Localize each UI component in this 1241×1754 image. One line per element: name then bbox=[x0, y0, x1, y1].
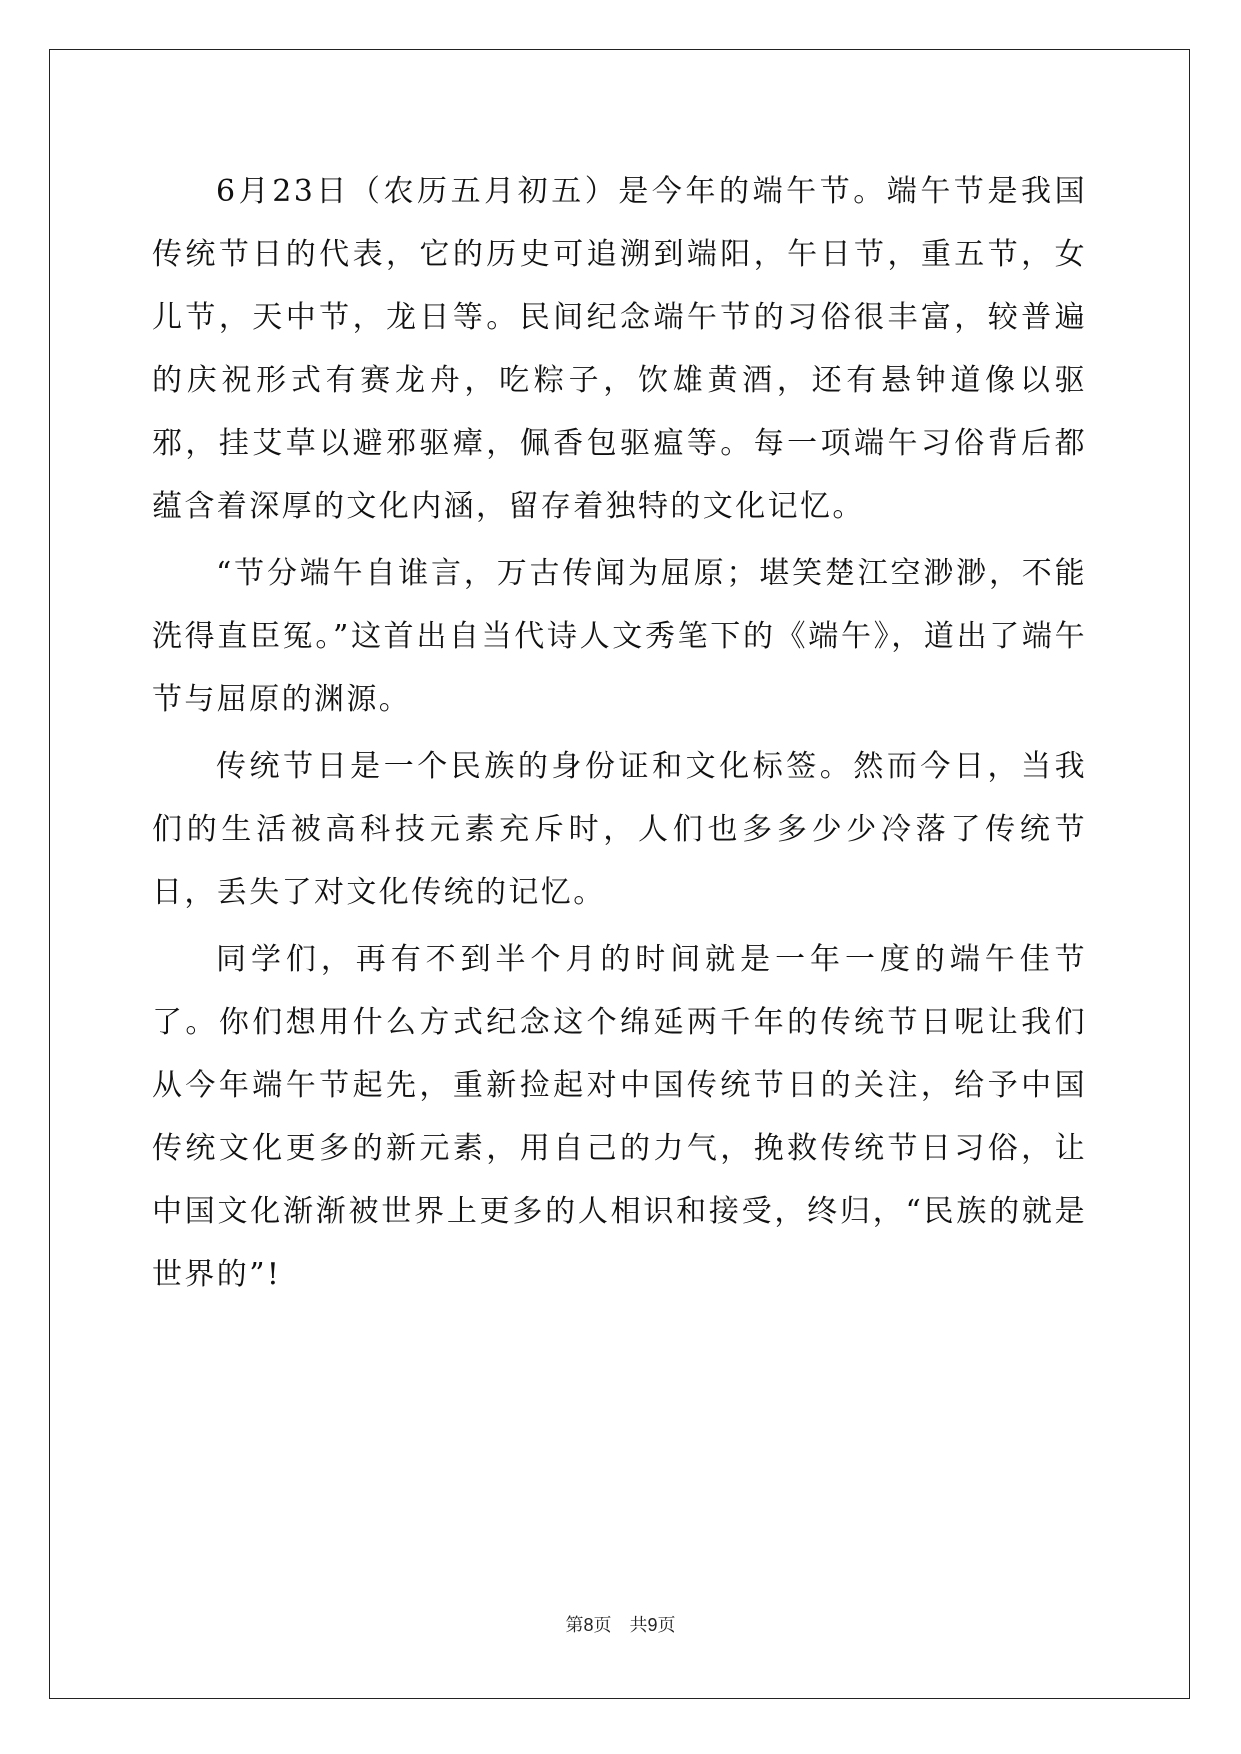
page-footer bbox=[0, 1611, 1241, 1637]
page-suffix: 页 bbox=[593, 1615, 612, 1636]
paragraph-3: 传统节日是一个民族的身份证和文化标签。然而今日，当我们的生活被高科技元素充斥时，人们也多多少少冷落了传统节日，丢失了对文化传统的记忆。 bbox=[152, 749, 1087, 910]
document-body bbox=[152, 160, 1087, 1306]
total-suffix: 页 bbox=[657, 1615, 676, 1636]
paragraph-4: 同学们，再有不到半个月的时间就是一年一度的端午佳节了。你们想用什么方式纪念这个绵延两千年的传统节日呢让我们从今年端午节起先，重新捡起对中国传统节日的关注，给予中国传统文化更多的新元素，用自己的力气，挽救传统节日习俗，让中国文化渐渐被世界上更多的人相识和接受，终归，“民族的就是世界的”! bbox=[152, 942, 1087, 1292]
current-page-number: 8 bbox=[583, 1615, 594, 1635]
total-prefix: 共 bbox=[629, 1615, 648, 1636]
total-page-count: 9 bbox=[647, 1615, 658, 1635]
page-prefix: 第 bbox=[565, 1615, 584, 1636]
paragraph-1: 6月23日（农历五月初五）是今年的端午节。端午节是我国传统节日的代表，它的历史可追溯到端阳，午日节，重五节，女儿节，天中节，龙日等。民间纪念端午节的习俗很丰富，较普遍的庆祝形式有赛龙舟，吃粽子，饮雄黄酒，还有悬钟道像以驱邪，挂艾草以避邪驱瘴，佩香包驱瘟等。每一项端午习俗背后都蕴含着深厚的文化内涵，留存着独特的文化记忆。 bbox=[152, 174, 1087, 524]
paragraph-2: “节分端午自谁言，万古传闻为屈原；堪笑楚江空渺渺，不能洗得直臣冤。”这首出自当代诗人文秀笔下的《端午》，道出了端午节与屈原的渊源。 bbox=[152, 556, 1087, 717]
